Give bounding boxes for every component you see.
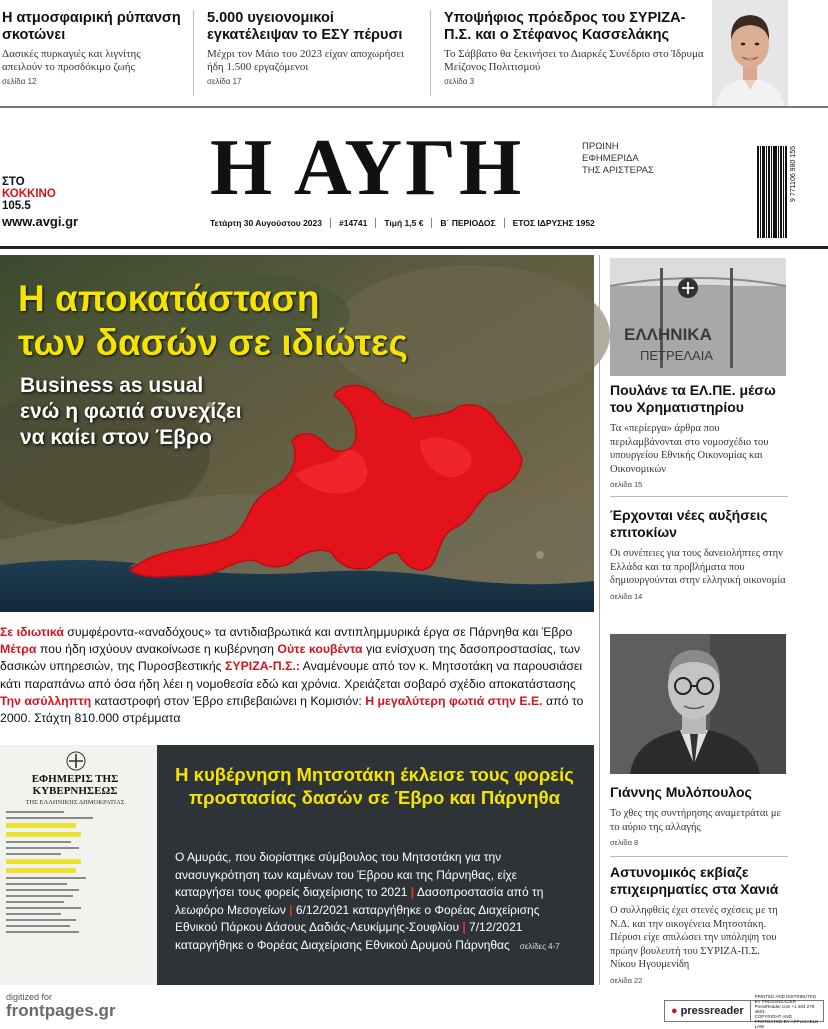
tagline-line: ΤΗΣ ΑΡΙΣΤΕΡΑΣ [582,165,654,176]
separator: | [462,920,466,934]
tank-sign-line2: ΠΕΤΡΕΛΑΙΑ [640,348,713,363]
sidebar-article-interest-rates[interactable] [610,507,788,601]
sidebar-page: σελίδα 15 [610,480,643,489]
newspaper-logo: Η ΑΥΓΗ [210,124,525,212]
radio-sto-kokkino-logo[interactable] [2,176,56,212]
issue-date: Τετάρτη 30 Αυγούστου 2023 [210,218,331,228]
lead-highlight: Η μεγαλύτερη φωτιά στην Ε.Ε. [365,693,543,708]
teaser-text: Μέχρι τον Μάιο του 2023 είχαν αποχωρήσει ήδη 1.500 εργαζόμενοι [207,48,404,73]
separator: | [289,902,293,917]
pressreader-name: pressreader [680,1005,744,1017]
radio-frequency: 105.5 [2,200,31,212]
radio-name-line2: ΚΟΚΚΙΝΟ [2,188,56,200]
sidebar-headline: Έρχονται νέες αυξήσεις επιτοκίων [610,507,768,540]
gazette-title: ΕΦΗΜΕΡΙΣ ΤΗΣ ΚΥΒΕΡΝΗΣΕΩΣ [31,773,119,797]
teaser-text: Το Σάββατο θα ξεκινήσει το Διαρκές Συνέδριο στο Ίδρυμα Μείζονος Πολιτισμού [444,48,704,73]
lead-text: από το 2000. Στάχτη 810.000 στρέμματα [0,693,584,726]
teaser-headline: 5.000 υγειονομικοί εγκατέλειψαν το ΕΣΥ πέρυσι [207,10,403,43]
lead-highlight: Σε ιδιωτικά [0,625,64,639]
frontpages-link[interactable]: frontpages.gr [6,1001,116,1020]
story-page-ref: σελίδες 4-7 [519,941,560,951]
issue-meta [210,218,603,228]
teaser-page: σελίδα 12 [2,77,37,86]
hero-subheadline [20,373,242,451]
bottom-story-headline: Η κυβέρνηση Μητσοτάκη έκλεισε τους φορείς προστασίας δασών σε Έβρο και Πάρνηθα [175,764,574,808]
pressreader-logo [665,1001,751,1021]
lead-highlight: Την ασύλληπτη [0,693,92,708]
gazette-text-lines [6,811,151,937]
sidebar-article-elpe[interactable] [610,382,788,489]
lead-highlight: Ούτε κουβέντα [277,642,363,657]
lead-text: συμφέροντα-«αναδόχους» τα αντιδιαβρωτικά και αντιπλημμυρικά έργα σε Πάρνηθα και Έβρο [63,625,573,639]
pressreader-icon: ● [671,1005,678,1017]
pr-line: PressReader.com +1 604 278 4604 [754,1003,815,1014]
pr-line: COPYRIGHT AND PROTECTED BY APPLICABLE LAW [754,1013,819,1029]
sidebar-page: σελίδα 14 [610,591,643,601]
teaser-headline: Η ατμοσφαιρική ρύπανση σκοτώνει [2,10,181,43]
lead-text: για ενίσχυση της δασοπροστασίας, των δασικών υπηρεσιών, της Πυροσβεστικής [0,642,580,674]
tagline-line: ΠΡΩΙΝΗ [582,141,619,152]
teaser-divider [430,10,431,96]
mylopoulos-portrait [610,634,786,774]
bottom-story-body [175,849,575,955]
pr-line: PRINTED AND DISTRIBUTED BY PRESSREADER [754,993,817,1004]
footer [0,992,828,1029]
sidebar-article-mylopoulos[interactable] [610,784,788,847]
hero-subheadline-line: ενώ η φωτιά συνεχίζει [20,400,242,423]
sidebar-divider [599,255,600,985]
bottom-story[interactable] [0,745,594,985]
lead-paragraph [0,624,594,727]
hero-story[interactable] [0,255,594,612]
bottom-story-panel [157,745,594,985]
hero-headline [18,277,408,365]
separator: | [410,885,415,899]
teaser-pollution[interactable] [2,10,182,86]
body-text: 6/12/2021 καταργήθηκε ο Φορέας Διαχείρισης Εθνικού Πάρκου Δάσους Δαδιάς-Λευκίμμης-Σουφλίου [175,902,540,934]
sidebar-text: Οι συνέπειες για τους δανειολήπτες στην Ελλάδα και τα προβλήματα που δημιουργούνται στην ελληνική οικονομία [610,548,786,586]
sidebar-rule [610,856,788,857]
teaser-page: σελίδα 3 [444,77,475,86]
hero-headline-line: των δασών σε ιδιώτες [18,322,408,363]
tank-sign-line1: ΕΛΛΗΝΙΚΑ [624,325,712,344]
gazette-subtitle: ΤΗΣ ΕΛΛΗΝΙΚΗΣ ΔΗΜΟΚΡΑΤΙΑΣ [25,799,125,806]
teaser-health-workers[interactable] [207,10,419,86]
sidebar-rule [610,496,788,497]
teaser-page: σελίδα 17 [207,77,242,86]
lead-text: που ήδη ισχύουν ανακοίνωσε η κυβέρνηση [36,642,278,657]
hero-subheadline-line: Business as usual [20,374,204,397]
tagline-line: ΕΦΗΜΕΡΙΔΑ [582,153,639,164]
pressreader-notice [751,994,823,1029]
teaser-divider [193,10,194,96]
sidebar-page: σελίδα 22 [610,975,643,985]
hero-headline-line: Η αποκατάσταση [18,278,320,319]
sidebar-headline: Γιάννης Μυλόπουλος [610,784,752,800]
sidebar-article-chania[interactable] [610,864,788,985]
masthead-rule [0,246,828,249]
body-text: Ο Αμυράς, που διορίστηκε σύμβουλος του Μητσοτάκη για την ανασυγκρότηση των καμένων του Έβρου και της Πάρνηθας, είχε καταργήσει τους φορείς διαχείρισης το 2021 [175,850,518,899]
barcode-icon [757,146,787,238]
body-text: 7/12/2021 καταργήθηκε ο Φορέας Διαχείρισης Εθνικού Δρυμού Πάρνηθας [175,920,523,952]
lead-text: Αναμένουμε από τον κ. Μητσοτάκη να παρουσιάσει κάτι παραπάνω από όσα ήδη λέει η νομοθεσία εδώ και χρόνια. Χρειάζεται σοβαρό σχέδιο αποκατάστασης [0,659,583,691]
founding-year: ΕΤΟΣ ΙΔΡΥΣΗΣ 1952 [512,218,595,228]
teaser-strip [0,0,828,108]
sidebar-text: Τα «περίεργα» άρθρα που περιλαμβάνονται στο νομοσχέδιο του υπουργείου Εθνικής Οικονομίας και Οικονομικών [610,423,769,475]
sidebar-headline: Πουλάνε τα ΕΛ.ΠΕ. μέσω του Χρηματιστηρίου [610,382,776,415]
lead-highlight: Μέτρα [0,642,37,657]
issue-price: Τιμή 1,5 € [376,218,432,228]
digitized-label: digitized for [6,992,53,1002]
sidebar-text: Το χθες της συντήρησης αναμετράται με το αύριο της αλλαγής [610,808,781,833]
issue-period: Β΄ ΠΕΡΙΟΔΟΣ [432,218,504,228]
sidebar-page: σελίδα 8 [610,838,639,847]
oil-tank-image [610,258,786,376]
pressreader-badge[interactable] [664,993,824,1029]
lead-text: καταστροφή στον Έβρο επιβεβαιώνει η Κομισιόν: [91,693,366,708]
website-link[interactable]: www.avgi.gr [2,214,79,229]
masthead [0,108,828,248]
tagline [582,141,654,177]
sidebar-headline: Αστυνομικός εκβίαζε επιχειρηματίες στα Χανιά [610,864,779,897]
elpe-tanks-photo [610,258,786,376]
teaser-text: Δασικές πυρκαγιές και λιγνίτης απειλούν το προσδόκιμο ζωής [2,48,141,73]
barcode-number: 9 771106 980 155 [790,146,797,202]
body-text: Δασοπροστασία από τη λεωφόρο Μεσογείων [175,885,544,917]
greek-coat-of-arms-icon [66,751,86,771]
mylopoulos-photo [610,634,786,774]
lead-highlight: ΣΥΡΙΖΑ-Π.Σ.: [225,659,300,674]
teaser-syriza[interactable] [444,10,706,86]
teaser-headline: Υποψήφιος πρόεδρος του ΣΥΡΙΖΑ-Π.Σ. και ο Στέφανος Κασσελάκης [444,10,686,43]
issue-number: #14741 [331,218,376,228]
kasselakis-portrait [712,0,788,106]
gazette-document-image [0,745,157,985]
sidebar-text: Ο συλληφθείς έχει στενές σχέσεις με τη Ν.Δ. και την οικογένεια Μητσοτάκη. Πέρυσι είχε σπιλώσει την υπόληψη του πρώην βουλευτή του ΣΥΡΙΖΑ-Π.Σ. Νίκου Ηγουμενίδη [610,905,778,970]
hero-subheadline-line: να καίει στον Έβρο [20,426,212,449]
radio-name-line1: ΣΤΟ [2,176,25,188]
